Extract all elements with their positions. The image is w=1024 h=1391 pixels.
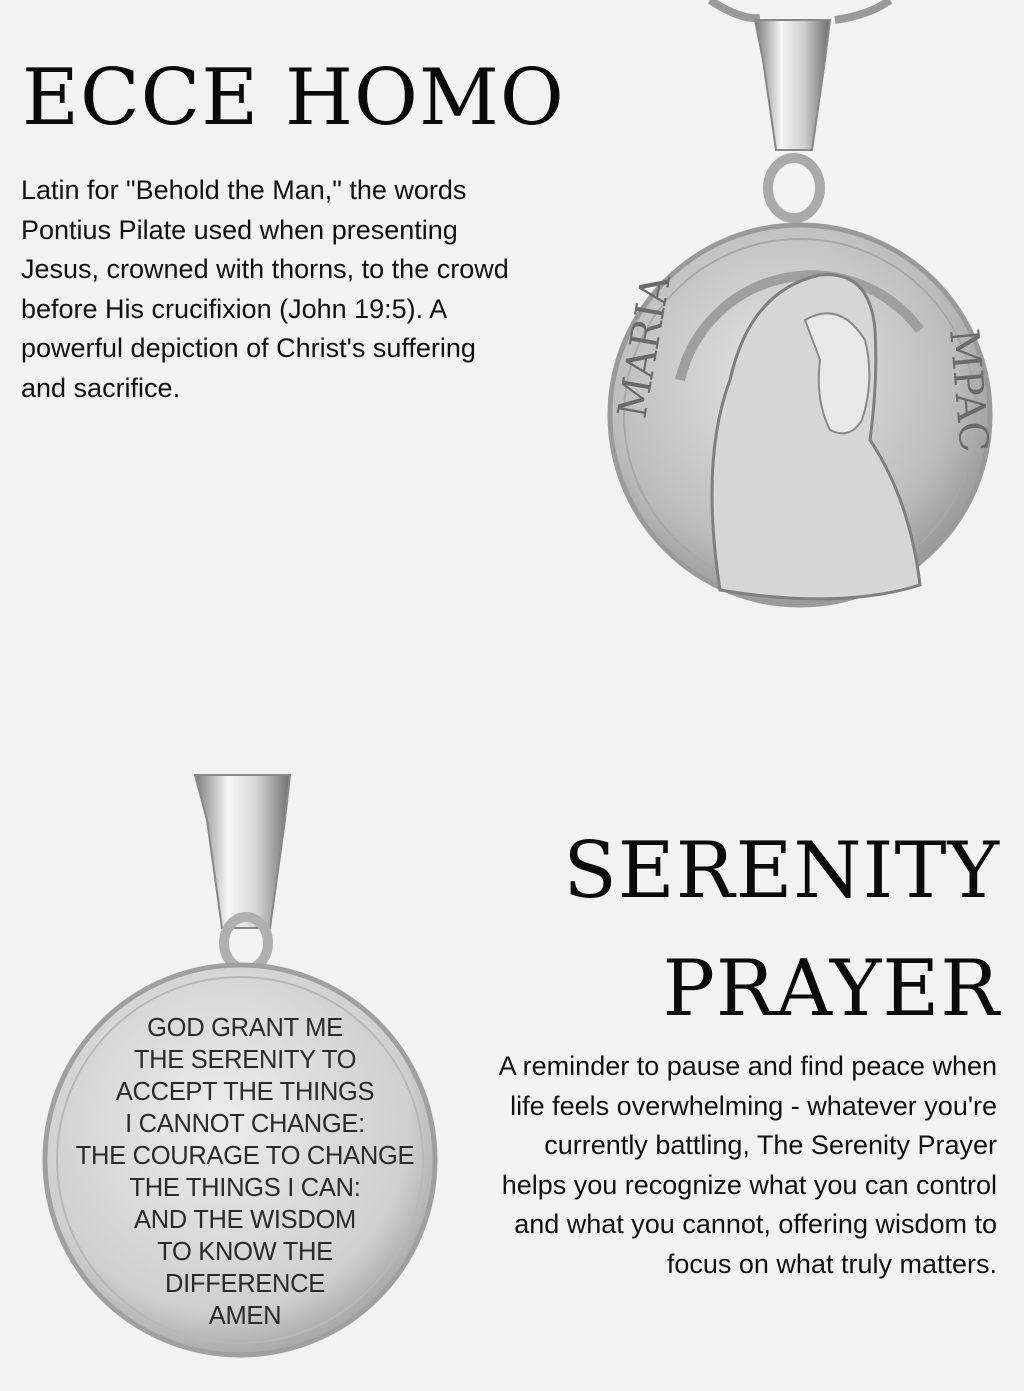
engraving-line: DIFFERENCE [165, 1270, 325, 1298]
engraving-line: THE COURAGE TO CHANGE [75, 1142, 415, 1170]
title-line: PRAYER [662, 944, 1000, 1034]
title-line: SERENITY [563, 826, 1000, 916]
ecce-homo-description: Latin for "Behold the Man," the words Pontius Pilate used when presenting Jesus, crowned with thorns, to the crowd before His crucifixion (John 19:5). A powerful depiction of Christ's suffering and sacrifice. [21, 175, 509, 403]
engraving-line: GOD GRANT ME [147, 1014, 343, 1042]
engraving-line: THE THINGS I CAN: [129, 1174, 361, 1202]
engraving-line: THE SERENITY TO [133, 1046, 357, 1074]
serenity-prayer-description: A reminder to pause and find peace when life feels overwhelming - whatever you're currently battling, The Serenity Prayer helps you recognize what you can control and what you cannot, offering wisdom to focus on what truly matters. [498, 1051, 997, 1279]
serenity-prayer-title [563, 812, 1000, 1048]
engraving-line: AMEN [208, 1302, 282, 1330]
ecce-homo-title: ECCE HOMO [22, 53, 565, 143]
svg-text:MPAC: MPAC [940, 326, 997, 455]
prayer-engraving [50, 1012, 440, 1332]
mary-medallion-pendant-icon [590, 0, 1010, 620]
engraving-line: AND THE WISDOM [133, 1206, 356, 1234]
svg-text:MARIA: MARIA [609, 271, 680, 422]
engraving-line: I CANNOT CHANGE: [125, 1110, 365, 1138]
engraving-line: TO KNOW THE [157, 1238, 333, 1266]
engraving-line: ACCEPT THE THINGS [115, 1078, 375, 1106]
